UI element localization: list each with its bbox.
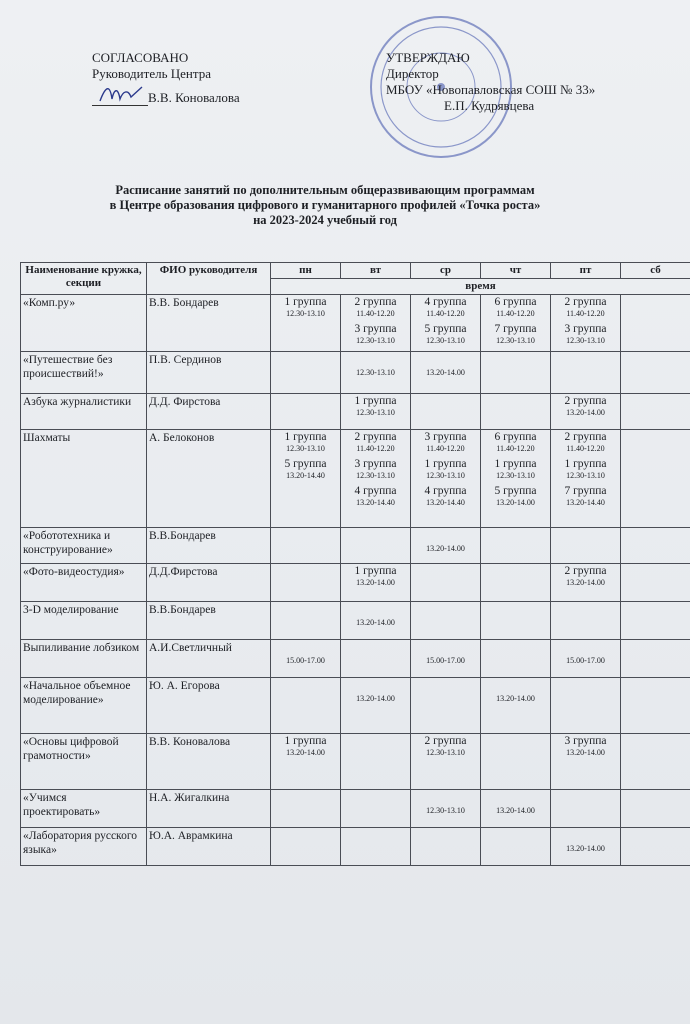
group-label: 4 группа [424, 296, 467, 308]
time-slot: 12.30-13.10 [566, 336, 605, 345]
schedule-cell-чт [481, 295, 551, 352]
course-name: Азбука журналистики [21, 394, 147, 430]
course-lead: А.И.Светличный [147, 640, 271, 678]
header-day: сб [621, 263, 690, 279]
schedule-cell-чт [481, 790, 551, 828]
schedule-cell-чт [481, 564, 551, 602]
schedule-cell-сб [621, 295, 690, 352]
group-label: 2 группа [564, 395, 607, 407]
course-name: «Путешествие без происшествий!» [21, 352, 147, 394]
time-slot: 12.30-13.10 [426, 471, 465, 480]
time-slot: 12.30-13.10 [496, 471, 535, 480]
group-label: 1 группа [284, 431, 327, 443]
confirm-role: Директор [386, 66, 439, 81]
course-name: «Основы цифровой грамотности» [21, 734, 147, 790]
group-label: 5 группа [424, 323, 467, 335]
group-label: 1 группа [424, 458, 467, 470]
time-slot: 13.20-14.40 [286, 471, 325, 480]
time-slot: 13.20-14.00 [566, 748, 605, 757]
schedule-cell-ср [411, 828, 481, 866]
course-name: «Комп.ру» [21, 295, 147, 352]
document-title [90, 183, 560, 228]
time-slot: 13.20-14.40 [566, 498, 605, 507]
course-name: «Фото-видеостудия» [21, 564, 147, 602]
time-slot: 11.40-12.20 [496, 444, 535, 453]
schedule-cell-ср [411, 790, 481, 828]
schedule-cell-чт [481, 828, 551, 866]
schedule-cell-сб [621, 564, 690, 602]
schedule-cell-чт [481, 528, 551, 564]
course-lead: В.В.Бондарев [147, 528, 271, 564]
schedule-cell-вт [341, 352, 411, 394]
schedule-cell-пн [271, 430, 341, 528]
schedule-cell-вт [341, 430, 411, 528]
schedule-cell-вт [341, 295, 411, 352]
group-label: 1 группа [494, 458, 537, 470]
schedule-cell-пт [551, 602, 621, 640]
schedule-cell-вт [341, 640, 411, 678]
course-lead: В.В. Бондарев [147, 295, 271, 352]
time-slot: 15.00-17.00 [426, 656, 465, 665]
time-slot: 12.30-13.10 [426, 748, 465, 757]
time-slot: 11.40-12.20 [356, 309, 395, 318]
schedule-cell-сб [621, 352, 690, 394]
group-label: 2 группа [354, 431, 397, 443]
schedule-cell-ср [411, 394, 481, 430]
schedule-cell-пт [551, 528, 621, 564]
course-name: «Учимся проектировать» [21, 790, 147, 828]
table-row [21, 734, 690, 790]
group-label: 7 группа [494, 323, 537, 335]
table-row [21, 352, 690, 394]
schedule-cell-сб [621, 602, 690, 640]
schedule-cell-пн [271, 564, 341, 602]
table-row [21, 394, 690, 430]
schedule-cell-пн [271, 352, 341, 394]
group-label: 5 группа [494, 485, 537, 497]
schedule-cell-пт [551, 430, 621, 528]
time-slot: 13.20-14.00 [496, 694, 535, 703]
schedule-cell-пт [551, 790, 621, 828]
time-slot: 11.40-12.20 [426, 444, 465, 453]
time-slot: 12.30-13.10 [426, 336, 465, 345]
table-row [21, 295, 690, 352]
schedule-cell-пн [271, 640, 341, 678]
course-lead: Ю.А. Аврамкина [147, 828, 271, 866]
time-slot: 15.00-17.00 [566, 656, 605, 665]
time-slot: 12.30-13.10 [286, 309, 325, 318]
group-label: 3 группа [354, 323, 397, 335]
course-lead: Д.Д.Фирстова [147, 564, 271, 602]
schedule-cell-ср [411, 734, 481, 790]
group-label: 1 группа [284, 296, 327, 308]
schedule-cell-вт [341, 394, 411, 430]
time-slot: 11.40-12.20 [426, 309, 465, 318]
schedule-cell-пт [551, 295, 621, 352]
approval-label: СОГЛАСОВАНО [92, 50, 189, 65]
time-slot: 13.20-14.40 [356, 498, 395, 507]
table-row [21, 790, 690, 828]
schedule-cell-ср [411, 430, 481, 528]
time-slot: 13.20-14.00 [566, 844, 605, 853]
schedule-cell-сб [621, 828, 690, 866]
schedule-table [20, 262, 690, 866]
schedule-body [21, 295, 690, 866]
group-label: 5 группа [284, 458, 327, 470]
header-day: чт [481, 263, 551, 279]
confirm-name: Е.П. Кудрявцева [444, 98, 535, 113]
group-label: 4 группа [424, 485, 467, 497]
header-lead: ФИО руководителя [147, 263, 271, 295]
time-slot: 12.30-13.10 [356, 408, 395, 417]
schedule-cell-сб [621, 734, 690, 790]
schedule-cell-сб [621, 790, 690, 828]
schedule-cell-чт [481, 394, 551, 430]
table-row [21, 640, 690, 678]
schedule-cell-ср [411, 528, 481, 564]
schedule-cell-пт [551, 678, 621, 734]
group-label: 2 группа [564, 296, 607, 308]
schedule-cell-вт [341, 790, 411, 828]
course-name: «Робототехника и конструирование» [21, 528, 147, 564]
schedule-cell-пн [271, 678, 341, 734]
time-slot: 11.40-12.20 [356, 444, 395, 453]
title-line-1: Расписание занятий по дополнительным общеразвивающим программам [115, 183, 535, 197]
approval-role: Руководитель Центра [92, 66, 211, 81]
schedule-cell-пн [271, 528, 341, 564]
time-slot: 13.20-14.00 [286, 748, 325, 757]
schedule-cell-чт [481, 734, 551, 790]
course-lead: А. Белоконов [147, 430, 271, 528]
group-label: 6 группа [494, 431, 537, 443]
schedule-cell-пн [271, 394, 341, 430]
schedule-cell-вт [341, 734, 411, 790]
group-label: 2 группа [424, 735, 467, 747]
time-slot: 11.40-12.20 [566, 309, 605, 318]
group-label: 1 группа [564, 458, 607, 470]
course-lead: В.В.Бондарев [147, 602, 271, 640]
confirm-label: УТВЕРЖДАЮ [386, 50, 470, 65]
schedule-cell-чт [481, 640, 551, 678]
time-slot: 12.30-13.10 [356, 336, 395, 345]
course-name: «Начальное объемное моделирование» [21, 678, 147, 734]
group-label: 4 группа [354, 485, 397, 497]
group-label: 2 группа [564, 431, 607, 443]
time-slot: 13.20-14.00 [426, 368, 465, 377]
schedule-cell-пт [551, 640, 621, 678]
schedule-cell-вт [341, 564, 411, 602]
schedule-cell-ср [411, 640, 481, 678]
schedule-cell-пн [271, 295, 341, 352]
time-slot: 13.20-14.00 [496, 498, 535, 507]
time-slot: 13.20-14.40 [426, 498, 465, 507]
schedule-cell-сб [621, 678, 690, 734]
schedule-cell-пн [271, 602, 341, 640]
time-slot: 12.30-13.10 [496, 336, 535, 345]
schedule-cell-пт [551, 352, 621, 394]
signature-icon [98, 81, 144, 107]
course-lead: В.В. Коновалова [147, 734, 271, 790]
schedule-cell-сб [621, 394, 690, 430]
time-slot: 13.20-14.00 [496, 806, 535, 815]
group-label: 7 группа [564, 485, 607, 497]
schedule-cell-сб [621, 640, 690, 678]
time-slot: 12.30-13.10 [356, 471, 395, 480]
table-row [21, 564, 690, 602]
schedule-cell-сб [621, 528, 690, 564]
time-slot: 13.20-14.00 [356, 694, 395, 703]
schedule-cell-вт [341, 602, 411, 640]
group-label: 2 группа [354, 296, 397, 308]
group-label: 3 группа [354, 458, 397, 470]
schedule-cell-чт [481, 602, 551, 640]
schedule-cell-ср [411, 295, 481, 352]
time-slot: 15.00-17.00 [286, 656, 325, 665]
table-row [21, 828, 690, 866]
schedule-cell-сб [621, 430, 690, 528]
schedule-cell-ср [411, 564, 481, 602]
schedule-cell-ср [411, 352, 481, 394]
course-lead: П.В. Сердинов [147, 352, 271, 394]
course-name: 3-D моделирование [21, 602, 147, 640]
schedule-cell-ср [411, 678, 481, 734]
time-slot: 11.40-12.20 [566, 444, 605, 453]
title-line-3: на 2023-2024 учебный год [253, 213, 397, 227]
approval-signature-line [92, 90, 240, 106]
confirm-org: МБОУ «Новопавловская СОШ № 33» [386, 82, 596, 97]
group-label: 1 группа [354, 395, 397, 407]
schedule-cell-пт [551, 564, 621, 602]
time-slot: 12.30-13.10 [356, 368, 395, 377]
table-row [21, 602, 690, 640]
schedule-cell-вт [341, 678, 411, 734]
course-name: Выпиливание лобзиком [21, 640, 147, 678]
schedule-cell-пн [271, 828, 341, 866]
header-day: вт [341, 263, 411, 279]
course-lead: Н.А. Жигалкина [147, 790, 271, 828]
header-time: время [271, 279, 690, 295]
header-day: пн [271, 263, 341, 279]
confirm-block [386, 50, 595, 114]
header-day: пт [551, 263, 621, 279]
time-slot: 12.30-13.10 [286, 444, 325, 453]
group-label: 6 группа [494, 296, 537, 308]
table-row [21, 678, 690, 734]
group-label: 1 группа [354, 565, 397, 577]
schedule-cell-чт [481, 352, 551, 394]
time-slot: 12.30-13.10 [426, 806, 465, 815]
schedule-cell-пт [551, 734, 621, 790]
signature-underline [92, 91, 148, 106]
schedule-cell-чт [481, 430, 551, 528]
group-label: 1 группа [284, 735, 327, 747]
table-row [21, 528, 690, 564]
time-slot: 13.20-14.00 [356, 618, 395, 627]
course-name: «Лаборатория русского языка» [21, 828, 147, 866]
title-line-2: в Центре образования цифрового и гуманитарного профилей «Точка роста» [109, 198, 541, 212]
time-slot: 11.40-12.20 [496, 309, 535, 318]
schedule-cell-вт [341, 828, 411, 866]
schedule-cell-пт [551, 828, 621, 866]
schedule-cell-пт [551, 394, 621, 430]
group-label: 3 группа [424, 431, 467, 443]
time-slot: 13.20-14.00 [566, 408, 605, 417]
schedule-cell-пн [271, 790, 341, 828]
approval-block [92, 50, 240, 106]
schedule-cell-чт [481, 678, 551, 734]
schedule-cell-вт [341, 528, 411, 564]
schedule-cell-пн [271, 734, 341, 790]
course-lead: Ю. А. Егорова [147, 678, 271, 734]
schedule-cell-ср [411, 602, 481, 640]
course-name: Шахматы [21, 430, 147, 528]
course-lead: Д.Д. Фирстова [147, 394, 271, 430]
approval-name: В.В. Коновалова [148, 90, 240, 105]
header-day: ср [411, 263, 481, 279]
table-row [21, 430, 690, 528]
header-name: Наименование кружка, секции [21, 263, 147, 295]
group-label: 3 группа [564, 735, 607, 747]
time-slot: 12.30-13.10 [566, 471, 605, 480]
group-label: 3 группа [564, 323, 607, 335]
group-label: 2 группа [564, 565, 607, 577]
time-slot: 13.20-14.00 [356, 578, 395, 587]
time-slot: 13.20-14.00 [566, 578, 605, 587]
time-slot: 13.20-14.00 [426, 544, 465, 553]
